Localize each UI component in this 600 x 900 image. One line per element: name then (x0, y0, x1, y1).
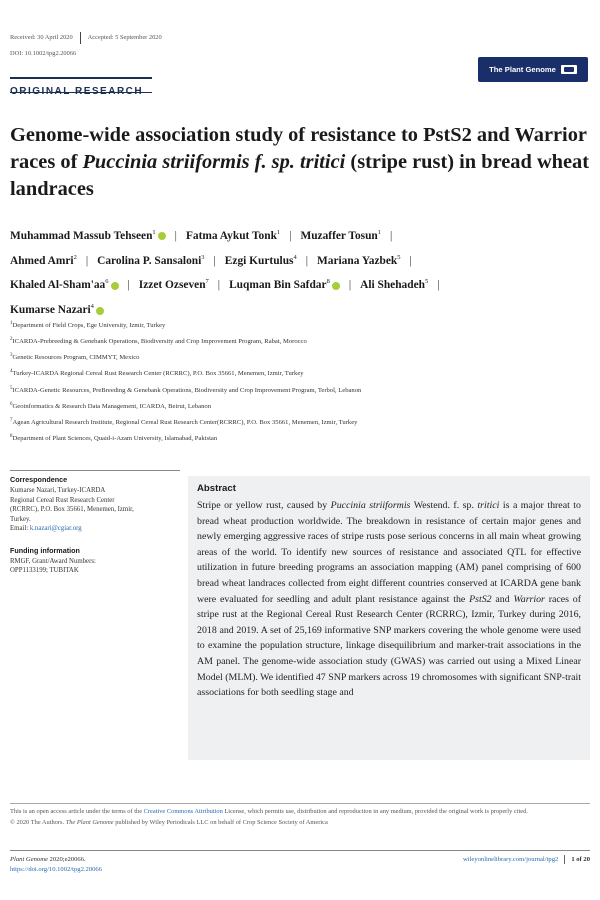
affiliation-list (10, 321, 595, 450)
footer-right (463, 855, 590, 864)
affiliation (10, 353, 595, 363)
author-name-text: Kumarse Nazari (10, 304, 91, 317)
affiliation (10, 418, 595, 428)
affiliation-text: Department of Plant Sciences, Quaid-i-Azam University, Islamabad, Pakistan (12, 435, 218, 443)
author-affiliation-sup: 8 (326, 278, 330, 286)
funding-line: RMGF, Grant/Award Numbers: (10, 557, 96, 565)
affiliation (10, 386, 595, 396)
footer-site-link[interactable]: wileyonlinelibrary.com/journal/tpg2 (462, 856, 559, 863)
abstract-seg: is a major threat to bread wheat production worldwide. The breakdown in resistance of certain major genes and newly emerging aggressive races of stripe rusts pose serious concerns in all main wheat growing areas of the world. To identify new sources of resistance and associated QTL for effective utilization in future breeding programs an association mapping (AM) panel comprising of 600 bread wheat landraces collected from eight different countries conserved at ICARDA gene bank were evaluated for seedling and adult plant resistance against the (197, 500, 581, 605)
author-name[interactable] (97, 255, 204, 267)
orcid-icon[interactable] (96, 307, 104, 315)
journal-badge-label: The Plant Genome (489, 65, 556, 74)
page-number: 1 of 20 (571, 856, 590, 863)
accepted-date: Accepted: 5 September 2020 (87, 34, 162, 41)
abstract-seg: Stripe or yellow rust, caused by (197, 500, 331, 511)
author-name[interactable] (300, 230, 381, 242)
title-part2: (stripe rust) in bread wheat landraces (10, 151, 590, 201)
author-list (10, 222, 595, 321)
sidebar (10, 475, 180, 576)
article-type (10, 77, 152, 99)
email-link[interactable]: k.nazari@cgiar.org (29, 525, 82, 533)
affiliation-sup: 5 (10, 385, 13, 391)
author-affiliation-sup: 2 (73, 253, 77, 261)
author-name-text: Mariana Yazbek (317, 254, 398, 267)
article-title (10, 122, 590, 203)
footer-citation-text: 2020;e20066. (47, 856, 86, 863)
abstract-italic: PstS2 (469, 593, 492, 605)
author-name[interactable] (10, 255, 77, 267)
affiliation-text: ICARDA-Genetic Resources, PreBreeding & Genebank Operations, Biodiversity and Crop Improvement Program, Terbol, Lebanon (12, 386, 362, 394)
author-name[interactable] (317, 255, 401, 267)
license-link[interactable]: Creative Commons Attribution (143, 808, 223, 815)
author-name[interactable] (139, 279, 209, 291)
affiliation-sup: 2 (10, 337, 13, 343)
journal-logo-icon (561, 65, 577, 74)
correspondence-line: Regional Cereal Rust Research Center (10, 496, 115, 504)
funding-line: OPP1133199; TUBITAK (10, 567, 79, 575)
author-name[interactable] (225, 255, 297, 267)
license-text (10, 808, 595, 827)
abstract-seg: races of stripe rust at the Regional Cereal Rust Research Center (RCRRC), Izmir, Turkey during 2016, 2018 and 2019. A set of 25,169 informative SNP markers covering the whole genome were used to examine the population structure, linkage disequilibrium and marker-trait associations in the AM panel. The genome-wide association study (GWAS) was carried out using a Mixed Linear Model (MLM). We identified 47 SNP markers across 19 chromosomes with significant SNP-trait associations for both seedling stage and (197, 593, 581, 699)
abstract-italic: Warrior (513, 593, 545, 605)
affiliation-text: ICARDA-Prebreeding & Genebank Operations, Biodiversity and Crop Improvement Program, Rabat, Morocco (12, 338, 307, 346)
author-name-text: Muhammad Massub Tehseen (10, 229, 153, 242)
author-affiliation-sup: 4 (293, 253, 297, 261)
affiliation-text: Turkey-ICARDA Regional Cereal Rust Research Center (RCRRC), P.O. Box 35661, Menemen, Izmir, Turkey (12, 370, 304, 378)
footer-citation (10, 855, 102, 874)
affiliation-sup: 7 (10, 417, 13, 423)
author-name-text: Carolina P. Sansaloni (97, 254, 202, 267)
author-separator: | (437, 279, 440, 292)
author-separator: | (409, 254, 412, 267)
author-affiliation-sup: 5 (397, 253, 401, 261)
orcid-icon[interactable] (111, 282, 119, 290)
author-name[interactable] (10, 279, 119, 291)
author-affiliation-sup: 5 (424, 278, 429, 286)
copyright-journal: The Plant Genome (65, 819, 114, 826)
author-name-text: Ali Shehadeh (360, 279, 425, 292)
copyright-seg: © 2020 The Authors. (10, 819, 66, 826)
affiliation (10, 402, 595, 412)
license-rule (10, 803, 590, 804)
affiliation-sup: 6 (10, 401, 13, 407)
affiliation (10, 321, 595, 331)
affiliation (10, 337, 595, 347)
journal-badge[interactable] (478, 57, 588, 82)
author-name[interactable] (360, 279, 428, 291)
received-date: Received: 30 April 2020 (10, 34, 73, 41)
author-affiliation-sup: 1 (152, 229, 156, 236)
author-name-text: Khaled Al-Sham'aa (10, 279, 106, 292)
author-name-text: Izzet Ozseven (138, 279, 206, 292)
orcid-icon[interactable] (332, 282, 340, 290)
orcid-icon[interactable] (158, 232, 166, 240)
affiliation-text: Department of Field Crops, Ege University, Izmir, Turkey (12, 322, 166, 330)
author-name-text: Ezgi Kurtulus (224, 254, 294, 267)
author-separator: | (217, 279, 221, 292)
author-name[interactable] (229, 279, 340, 291)
license-seg: This is an open access article under the terms of the (10, 808, 144, 815)
sidebar-rule (10, 470, 180, 471)
affiliation-sup: 4 (10, 369, 13, 375)
footer-divider (564, 855, 565, 864)
abstract-text (197, 498, 581, 701)
author-affiliation-sup: 6 (105, 278, 109, 286)
copyright-seg: published by Wiley Periodicals LLC on behalf of Crop Science Society of America (113, 819, 328, 826)
affiliation (10, 434, 595, 444)
affiliation-sup: 1 (10, 321, 13, 326)
abstract-seg: and (491, 593, 514, 605)
title-part1: Genome-wide association study of resistance to PstS2 and Warrior races of (10, 124, 587, 174)
affiliation-text: Geoinformatics & Research Data Management, ICARDA, Beirut, Lebanon (12, 402, 211, 410)
author-affiliation-sup: 7 (205, 278, 209, 286)
author-affiliation-sup: 4 (90, 303, 94, 311)
author-affiliation-sup: 3 (201, 253, 205, 261)
correspondence-line: (RCRRC), P.O. Box 35661, Menemen, Izmir, (10, 506, 134, 514)
author-affiliation-sup: 1 (276, 229, 281, 236)
author-separator: | (213, 254, 216, 267)
author-separator: | (289, 229, 292, 242)
author-name-text: Muzaffer Tosun (300, 229, 378, 242)
article-type-rule (10, 92, 152, 93)
abstract-italic: Puccinia striiformis (330, 500, 411, 511)
author-separator: | (174, 229, 177, 242)
affiliation (10, 369, 595, 379)
correspondence-email (10, 524, 180, 534)
correspondence-heading: Correspondence (10, 475, 68, 484)
author-name[interactable] (186, 230, 280, 242)
author-separator: | (305, 254, 309, 267)
date-divider (80, 32, 81, 44)
abstract-box (188, 476, 590, 760)
funding-heading: Funding information (10, 545, 80, 555)
license-seg: License, which permits use, distribution and reproduction in any medium, provided the original work is properly cited. (222, 808, 528, 815)
author-separator: | (127, 279, 130, 292)
author-name-text: Luqman Bin Safdar (229, 279, 327, 292)
author-separator: | (85, 254, 89, 267)
author-separator: | (348, 279, 352, 292)
abstract-heading: Abstract (197, 483, 236, 494)
title-italic: Puccinia striiformis f. sp. tritici (82, 151, 346, 174)
author-name-text: Fatma Aykut Tonk (185, 229, 277, 242)
author-affiliation-sup: 1 (377, 229, 382, 236)
author-name-text: Ahmed Amri (10, 254, 74, 267)
affiliation-text: Agean Agricultural Research Institute, Regional Cereal Rust Research Center(RCRRC), P.O. Box 35661, Menemen, Izmir, Turkey (12, 419, 358, 427)
affiliation-text: Genetic Resources Program, CIMMYT, Mexico (12, 354, 140, 362)
correspondence-line: Turkey. (10, 515, 31, 523)
footer-doi-link[interactable]: https://doi.org/10.1002/tpg2.20066 (10, 865, 103, 873)
email-label: Email: (10, 525, 30, 533)
author-separator: | (390, 229, 393, 242)
article-doi: DOI: 10.1002/tpg2.20066 (10, 50, 77, 57)
article-dates (10, 32, 162, 44)
affiliation-sup: 8 (10, 433, 13, 439)
footer-journal: Plant Genome (10, 856, 48, 863)
abstract-seg: Westend. f. sp. (410, 500, 478, 511)
abstract-italic: tritici (477, 500, 500, 511)
author-name[interactable] (10, 230, 166, 242)
footer-rule (10, 850, 590, 851)
correspondence-line: Kumarse Nazari, Turkey-ICARDA (10, 487, 106, 495)
affiliation-sup: 3 (10, 353, 13, 359)
author-name[interactable] (10, 304, 104, 316)
